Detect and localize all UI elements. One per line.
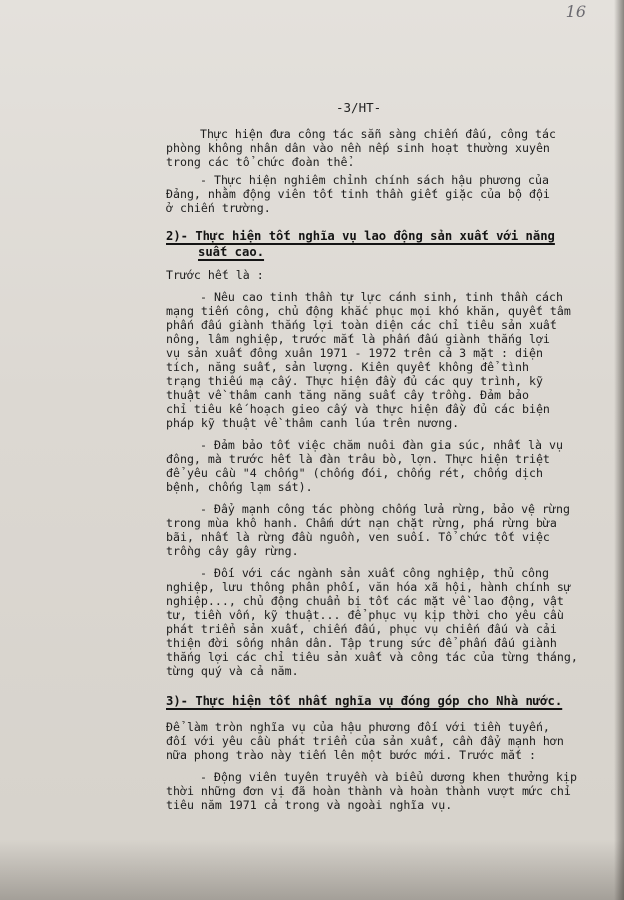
text-line: để yêu cầu "4 chống" (chống đói, chống rét, chống dịch [166, 466, 543, 480]
text-line: - Đảm bảo tốt việc chăm nuôi đàn gia súc, nhất là vụ [200, 438, 563, 452]
page-reference: -3/HT- [336, 100, 382, 115]
text-line: Thực hiện đưa công tác sẵn sàng chiến đấu, công tác [200, 127, 556, 141]
text-line: - Thực hiện nghiêm chỉnh chính sách hậu phương của [200, 173, 550, 187]
text-line: mạng tiến công, chủ động khắc phục mọi khó khăn, quyết tâm [166, 304, 571, 318]
page-edge-shadow [614, 0, 624, 900]
text-line: đông, mà trước hết là đàn trâu bò, lợn. Thực hiện triệt [166, 452, 550, 466]
text-line: Để làm tròn nghĩa vụ của hậu phương đối với tiền tuyến, [166, 720, 550, 734]
text-line: - Nêu cao tinh thần tự lực cánh sinh, tinh thần cách [200, 290, 563, 304]
text-line: trong các tổ chức đoàn thể. [166, 155, 355, 169]
text-line: nghiệp, lưu thông phân phối, văn hóa xã hội, hành chính sự [166, 580, 571, 594]
text-line: đối với yêu cầu phát triển của sản xuất, cần đẩy mạnh hơn [166, 734, 564, 748]
text-line: pháp kỹ thuật về thâm canh lúa trên nương. [166, 416, 460, 430]
text-line: nghiệp..., chủ động chuẩn bị tốt các mặt về lao động, vật [166, 594, 564, 608]
text-line: tiêu năm 1971 cả trong và ngoài nghĩa vụ. [166, 798, 453, 812]
text-line: thời những đơn vị đã hoàn thành và hoàn thành vượt mức chỉ [166, 784, 571, 798]
text-line: bệnh, chống lạm sát). [166, 480, 313, 494]
section-lead: Trước hết là : [166, 268, 264, 282]
handwritten-page-number: 16 [565, 2, 586, 21]
text-line: thiện đời sống nhân dân. Tập trung sức để phấn đấu giành [166, 636, 557, 650]
text-line: phòng không nhân dân vào nền nếp sinh hoạt thường xuyên [166, 141, 550, 155]
text-line: phấn đấu giành thắng lợi toàn diện các chỉ tiêu sản xuất [166, 318, 557, 332]
text-line: thuật về thâm canh tăng năng suất cây trồng. Đảm bảo [166, 388, 529, 402]
text-line: bãi, nhất là rừng đầu nguồn, ven suối. Tổ chức tốt việc [166, 530, 550, 544]
text-line: tích, năng suất, sản lượng. Kiên quyết không để tình [166, 360, 529, 374]
section-heading: 2)- Thực hiện tốt nghĩa vụ lao động sản xuất với năng [166, 229, 555, 243]
text-line: Đảng, nhằm động viên tốt tinh thần giết giặc của bộ đội [166, 187, 550, 201]
text-line: ở chiến trường. [166, 201, 271, 215]
text-line: - Động viên tuyên truyền và biểu dương khen thưởng kịp [200, 770, 577, 784]
text-line: chỉ tiêu kế hoạch gieo cấy và thực hiện đầy đủ các biện [166, 402, 550, 416]
section-heading: suất cao. [198, 245, 265, 259]
section-heading: 3)- Thực hiện tốt nhất nghĩa vụ đóng góp cho Nhà nước. [166, 694, 563, 708]
text-line: trạng thiếu mạ cấy. Thực hiện đầy đủ các quy trình, kỹ [166, 374, 543, 388]
text-line: phát triển sản xuất, chiến đấu, phục vụ chiến đấu và cải [166, 622, 557, 636]
text-line: trong mùa khô hanh. Chấm dứt nạn chặt rừng, phá rừng bừa [166, 516, 557, 530]
text-line: trồng cây gây rừng. [166, 544, 299, 558]
text-line: - Đối với các ngành sản xuất công nghiệp, thủ công [200, 566, 550, 580]
text-line: từng quý và cả năm. [166, 664, 299, 678]
text-line: thắng lợi các chỉ tiêu sản xuất và công tác của từng tháng, [166, 650, 578, 664]
text-line: nông, lâm nghiệp, trước mắt là phấn đấu giành thắng lợi [166, 332, 550, 346]
text-line: vụ sản xuất đông xuân 1971 - 1972 trên cả 3 mặt : diện [166, 346, 543, 360]
text-line: tư, tiền vốn, kỹ thuật... để phục vụ kịp thời cho yêu cầu [166, 608, 564, 622]
text-line: nữa phong trào này tiến lên một bước mới. Trước mắt : [166, 748, 536, 762]
text-line: - Đẩy mạnh công tác phòng chống lửa rừng, bảo vệ rừng [200, 502, 570, 516]
page-bottom-shadow [0, 840, 624, 900]
